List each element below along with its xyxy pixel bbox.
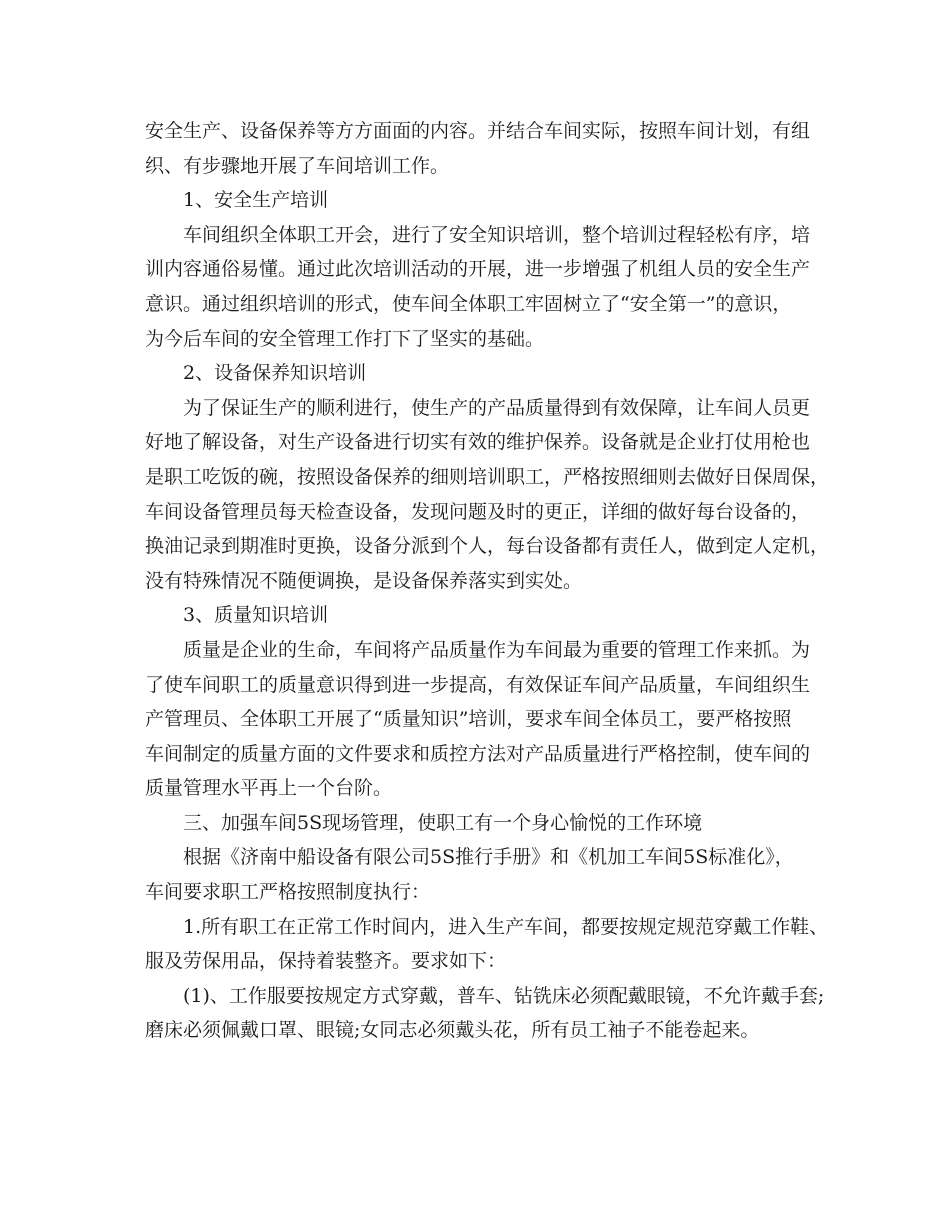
text-line: 织、有步骤地开展了车间培训工作。 bbox=[145, 154, 450, 177]
text-line: 为今后车间的安全管理工作打下了坚实的基础。 bbox=[145, 327, 545, 350]
text-line: 车间设备管理员每天检查设备，发现问题及时的更正，详细的做好每台设备的， bbox=[145, 500, 811, 523]
text-line: 车间组织全体职工开会，进行了安全知识培训，整个培训过程轻松有序，培 bbox=[183, 223, 811, 246]
text-line: 服及劳保用品，保持着装整齐。要求如下： bbox=[145, 950, 507, 973]
text-line: 车间要求职工严格按照制度执行： bbox=[145, 881, 431, 904]
text-line: 换油记录到期准时更换，设备分派到个人，每台设备都有责任人，做到定人定机， bbox=[145, 535, 830, 558]
text-line: 2、设备保养知识培训 bbox=[183, 362, 367, 385]
text-line: 1.所有职工在正常工作时间内，进入生产车间，都要按规定规范穿戴工作鞋、 bbox=[183, 915, 829, 938]
text-line: 没有特殊情况不随便调换，是设备保养落实到实处。 bbox=[145, 569, 583, 592]
text-line: 安全生产、设备保养等方方面面的内容。并结合车间实际，按照车间计划，有组 bbox=[145, 120, 811, 142]
text-line: 为了保证生产的顺利进行，使生产的产品质量得到有效保障，让车间人员更 bbox=[183, 396, 811, 419]
text-line: 1、安全生产培训 bbox=[183, 189, 329, 212]
document-body bbox=[145, 114, 830, 1048]
text-line: 3、质量知识培训 bbox=[183, 604, 329, 627]
text-line: 意识。通过组织培训的形式，使车间全体职工牢固树立了“安全第一”的意识， bbox=[145, 292, 792, 315]
text-line: 质量是企业的生命，车间将产品质量作为车间最为重要的管理工作来抓。为 bbox=[183, 638, 811, 661]
text-line: 好地了解设备，对生产设备进行切实有效的维护保养。设备就是企业打仗用枪也 bbox=[145, 431, 811, 454]
text-line: 磨床必须佩戴口罩、眼镜;女同志必须戴头花，所有员工袖子不能卷起来。 bbox=[145, 1019, 760, 1042]
text-line: 质量管理水平再上一个台阶。 bbox=[145, 777, 393, 800]
text-line: 根据《济南中船设备有限公司5S推行手册》和《机加工车间5S标准化》， bbox=[183, 846, 794, 869]
text-line: 了使车间职工的质量意识得到进一步提高，有效保证车间产品质量，车间组织生 bbox=[145, 673, 811, 696]
text-line: 三、加强车间5S现场管理，使职工有一个身心愉悦的工作环境 bbox=[183, 811, 703, 834]
text-line: 是职工吃饭的碗，按照设备保养的细则培训职工，严格按照细则去做好日保周保， bbox=[145, 465, 830, 488]
text-line: 车间制定的质量方面的文件要求和质控方法对产品质量进行严格控制，使车间的 bbox=[145, 742, 811, 765]
text-line: 产管理员、全体职工开展了“质量知识”培训，要求车间全体员工，要严格按照 bbox=[145, 708, 792, 731]
text-line: 训内容通俗易懂。通过此次培训活动的开展，进一步增强了机组人员的安全生产 bbox=[145, 258, 811, 281]
text-line: (1)、工作服要按规定方式穿戴，普车、钻铣床必须配戴眼镜，不允许戴手套; bbox=[183, 984, 825, 1007]
